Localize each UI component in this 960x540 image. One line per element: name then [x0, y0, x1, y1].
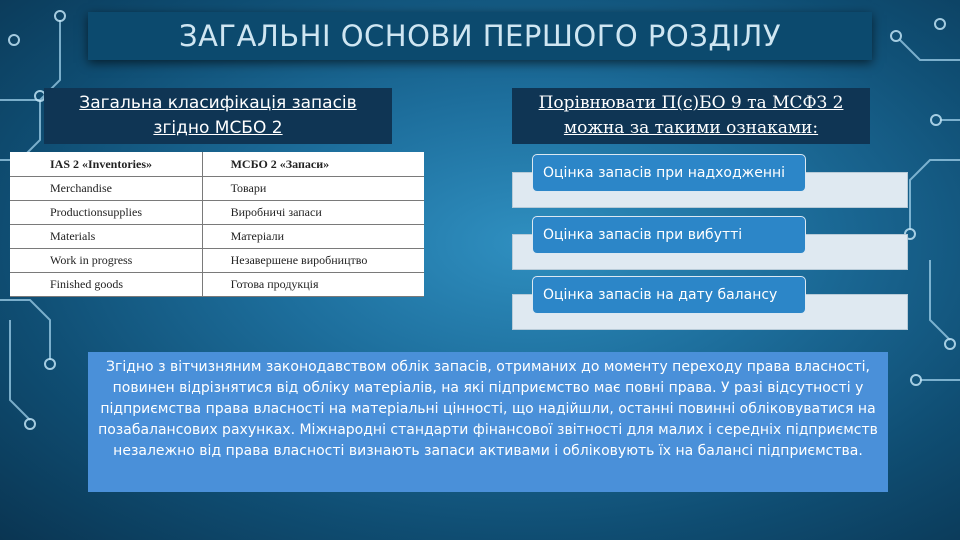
- page-title: ЗАГАЛЬНІ ОСНОВИ ПЕРШОГО РОЗДІЛУ: [178, 19, 782, 53]
- table-cell: Товари: [202, 177, 424, 201]
- list-item-balance-date: Оцінка запасів на дату балансу: [532, 276, 806, 314]
- table-row: [10, 249, 424, 273]
- table-cell: Виробничі запаси: [202, 201, 424, 225]
- table-header-row: [10, 152, 424, 177]
- table-cell: Finished goods: [10, 273, 202, 297]
- table-cell: Productionsupplies: [10, 201, 202, 225]
- classification-heading: [44, 88, 392, 144]
- inventory-table: [10, 152, 424, 296]
- table-cell: Work in progress: [10, 249, 202, 273]
- table-cell: Матеріали: [202, 225, 424, 249]
- table-header-ias: IAS 2 «Inventories»: [10, 152, 202, 177]
- title-bar: [88, 12, 872, 60]
- table-cell: Materials: [10, 225, 202, 249]
- table-row: [10, 177, 424, 201]
- comparison-heading-line1: Порівнювати П(с)БО 9 та МСФЗ 2: [538, 93, 844, 113]
- table-cell: Готова продукція: [202, 273, 424, 297]
- explanation-paragraph: Згідно з вітчизняним законодавством облік запасів, отриманих до моменту переходу права власності, повинен відрізнятися від обліку матеріалів, на які підприємство має повні права. У разі відсутності у підприємства права власності на матеріальні цінності, що надійшли, останні повинні обліковуватися на позабалансових рахунках. Міжнародні стандарти фінансової звітності для малих і середніх підприємств незалежно від права власності визнають запаси активами і обліковують їх на балансі підприємства.: [88, 352, 888, 492]
- classification-heading-line1: Загальна класифікація запасів: [79, 93, 357, 113]
- table-cell: Незавершене виробництво: [202, 249, 424, 273]
- table-row: [10, 273, 424, 297]
- list-item-disposal: Оцінка запасів при вибутті: [532, 216, 806, 254]
- table-header-msbo: МСБО 2 «Запаси»: [202, 152, 424, 177]
- comparison-heading-line2: можна за такими ознаками:: [563, 118, 819, 138]
- table-cell: Merchandise: [10, 177, 202, 201]
- classification-heading-line2: згідно МСБО 2: [153, 118, 283, 138]
- list-item-receipt: Оцінка запасів при надходженні: [532, 154, 806, 192]
- comparison-heading: [512, 88, 870, 144]
- table-row: [10, 225, 424, 249]
- table-row: [10, 201, 424, 225]
